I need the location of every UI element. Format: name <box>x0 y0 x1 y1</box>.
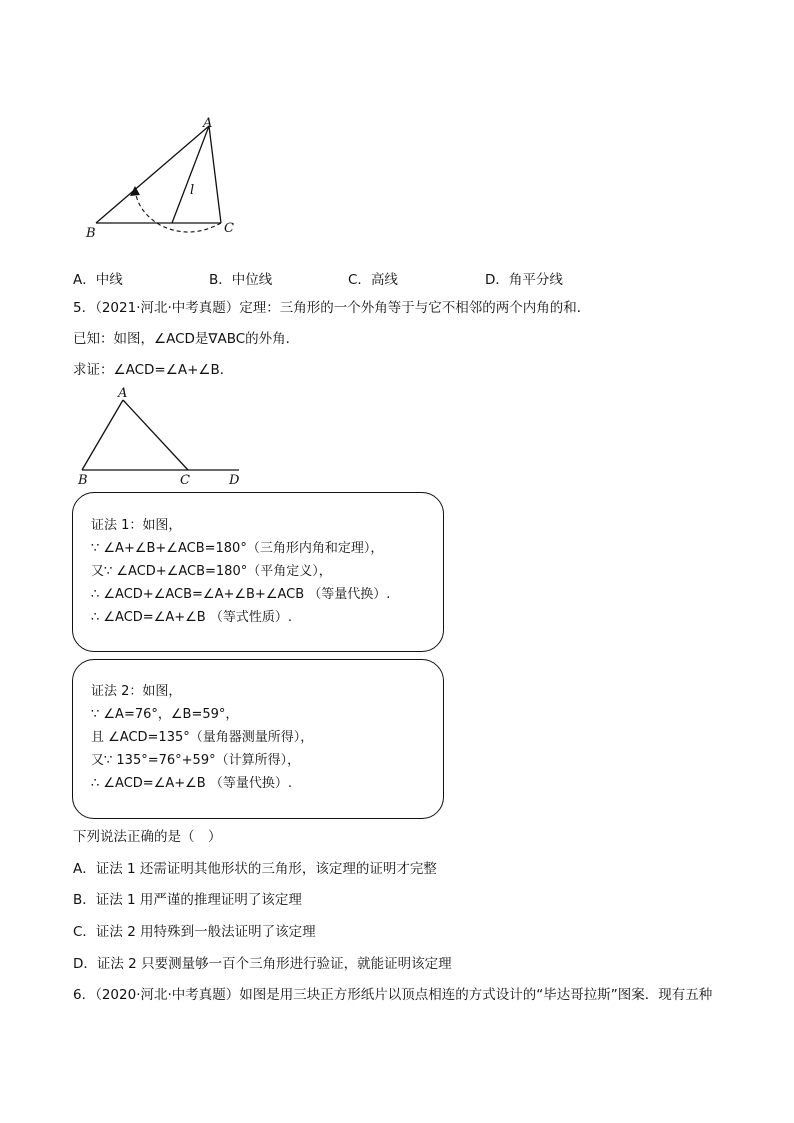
q4-option-b: B．中位线 <box>209 272 273 288</box>
proof1-line: 证法 1：如图， <box>91 518 182 533</box>
segment-ac <box>209 126 221 223</box>
q4-option-c: C．高线 <box>348 272 398 288</box>
label-c: C <box>180 473 190 488</box>
proof2-line: 证法 2：如图， <box>91 684 182 699</box>
q6-stem: 6．（2020·河北·中考真题）如图是用三块正方形纸片以顶点相连的方式设计的“毕达哥拉斯”图案．现有五种 <box>73 987 713 1003</box>
proof1-line: ∵ ∠A+∠B+∠ACB=180°（三角形内角和定理）， <box>91 541 384 556</box>
proof2-line: ∵ ∠A=76°，∠B=59°， <box>91 707 239 722</box>
proof2-line: 且 ∠ACD=135°（量角器测量所得）， <box>91 730 314 745</box>
q4-option-d: D．角平分线 <box>485 272 563 288</box>
label-b: B <box>86 226 96 241</box>
fold-arrow-head <box>130 186 140 196</box>
segment-fold-line <box>172 126 209 223</box>
q4-option-a: A．中线 <box>73 272 123 288</box>
figure-exterior-angle-triangle <box>75 390 245 475</box>
proof1-line: ∴ ∠ACD+∠ACB=∠A+∠B+∠ACB （等量代换）. <box>91 587 391 602</box>
label-a: A <box>203 116 213 131</box>
q5-given: 已知：如图，∠ACD是∇ABC的外角． <box>73 331 300 347</box>
segment-ab <box>82 400 123 470</box>
q5-option-c: C．证法 2 用特殊到一般法证明了该定理 <box>73 924 316 940</box>
q5-option-b: B．证法 1 用严谨的推理证明了该定理 <box>73 892 302 908</box>
q5-question: 下列说法正确的是（ ） <box>73 829 222 845</box>
label-l: l <box>190 183 195 198</box>
proof1-line: ∴ ∠ACD=∠A+∠B （等式性质）. <box>91 610 292 625</box>
proof-box-1 <box>72 492 444 652</box>
proof2-line: ∴ ∠ACD=∠A+∠B （等量代换）. <box>91 776 292 791</box>
proof2-line: 又∵ 135°=76°+59°（计算所得）， <box>91 753 301 768</box>
q5-prove: 求证：∠ACD=∠A+∠B． <box>73 362 234 378</box>
label-a: A <box>118 386 128 401</box>
q5-stem: 5．（2021·河北·中考真题）定理：三角形的一个外角等于与它不相邻的两个内角的和． <box>73 300 591 316</box>
label-c: C <box>224 221 234 236</box>
proof-box-2 <box>72 659 444 819</box>
proof1-line: 又∵ ∠ACD+∠ACB=180°（平角定义）， <box>91 564 332 579</box>
label-d: D <box>229 473 240 488</box>
q5-option-a: A．证法 1 还需证明其他形状的三角形，该定理的证明才完整 <box>73 861 437 877</box>
label-b: B <box>78 473 88 488</box>
segment-ab <box>96 126 209 223</box>
segment-ac <box>123 400 188 470</box>
q5-option-d: D．证法 2 只要测量够一百个三角形进行验证，就能证明该定理 <box>73 956 452 972</box>
fold-arc <box>135 190 221 232</box>
